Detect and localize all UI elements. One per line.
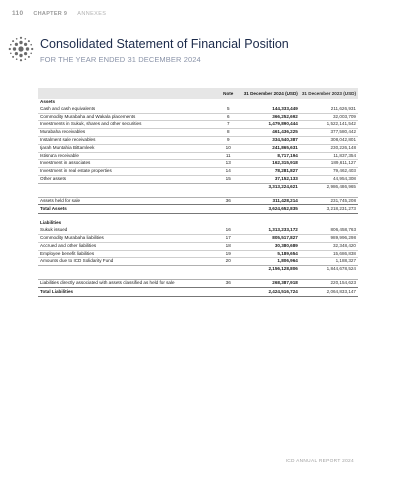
liabilities-heading-row [38,220,358,227]
assets-subtotal-row: 3,313,224,621 2,986,486,965 [38,183,358,190]
table-row: Investment in real estate properties 14 78,281,827 79,462,403 [38,168,358,176]
table-row: Accrued and other liabilities 18 30,380,689 32,348,420 [38,242,358,250]
table-row: Ijarah Muntahia Bittamleek 10 241,865,631 230,226,148 [38,144,358,152]
financial-position-table [38,88,358,297]
section-heading: Liabilities [40,220,62,226]
note-column-header: Note [215,88,242,99]
page-number: 110 [12,10,24,17]
column-header-2023: 31 December 2023 (USD) [300,88,358,99]
report-footer: ICD ANNUAL REPORT 2024 [285,459,354,464]
column-header-2024: 31 December 2024 (USD) [242,88,300,99]
assets-heading-row [38,99,358,106]
liabilities-subtotal-row: 2,156,128,806 1,844,678,524 [38,266,358,273]
table-header-row [38,88,358,99]
total-assets-row: Total Assets 3,624,652,835 3,218,231,273 [38,205,358,214]
table-row: Amounts due to ICD Solidarity Fund 20 1,806,964 1,188,327 [38,258,358,266]
table-row: Murabaha receivables 8 461,436,225 377,580,442 [38,129,358,137]
table-row: Commodity Murabaha liabilities 17 805,517,827 989,996,298 [38,234,358,242]
assets-held-for-sale-row: Assets held for sale 36 311,428,214 231,745,208 [38,197,358,205]
table-row: Cash and cash equivalents 5 144,333,449 211,626,931 [40,105,356,111]
total-liabilities-row: Total Liabilities 2,424,516,724 2,064,833,147 [38,287,358,296]
icd-logo-icon [8,36,34,62]
table-row: Commodity Murabaha and Wakala placements 6 366,252,692 32,003,709 [38,113,358,121]
liabilities-held-for-sale-row: Liabilities directly associated with assets classified as held for sale 36 268,387,918 220,154,623 [38,279,358,287]
table-row: Investments in Sukuk, shares and other securities 7 1,479,890,444 1,522,141,542 [38,121,358,129]
chapter-label: CHAPTER 9 [33,11,68,17]
table-row: Investment in associates 13 162,315,918 189,611,127 [38,160,358,168]
page-title: Consolidated Statement of Financial Position [40,37,289,51]
table-row: Employee benefit liabilities 19 5,189,654 15,686,838 [38,250,358,258]
table-row: Sukuk issued 16 1,313,233,172 806,458,763 [40,227,356,233]
section-label: ANNEXES [77,11,107,17]
section-heading: Assets [40,99,56,104]
table-row: Other assets 15 37,152,133 44,954,308 [38,175,358,183]
table-row: Istisna'a receivable 11 8,717,194 11,837,354 [38,152,358,160]
page-header [12,10,106,17]
page-subtitle: FOR THE YEAR ENDED 31 DECEMBER 2024 [40,55,201,64]
table-row: Instalment sale receivables 9 334,540,387 308,042,801 [38,136,358,144]
